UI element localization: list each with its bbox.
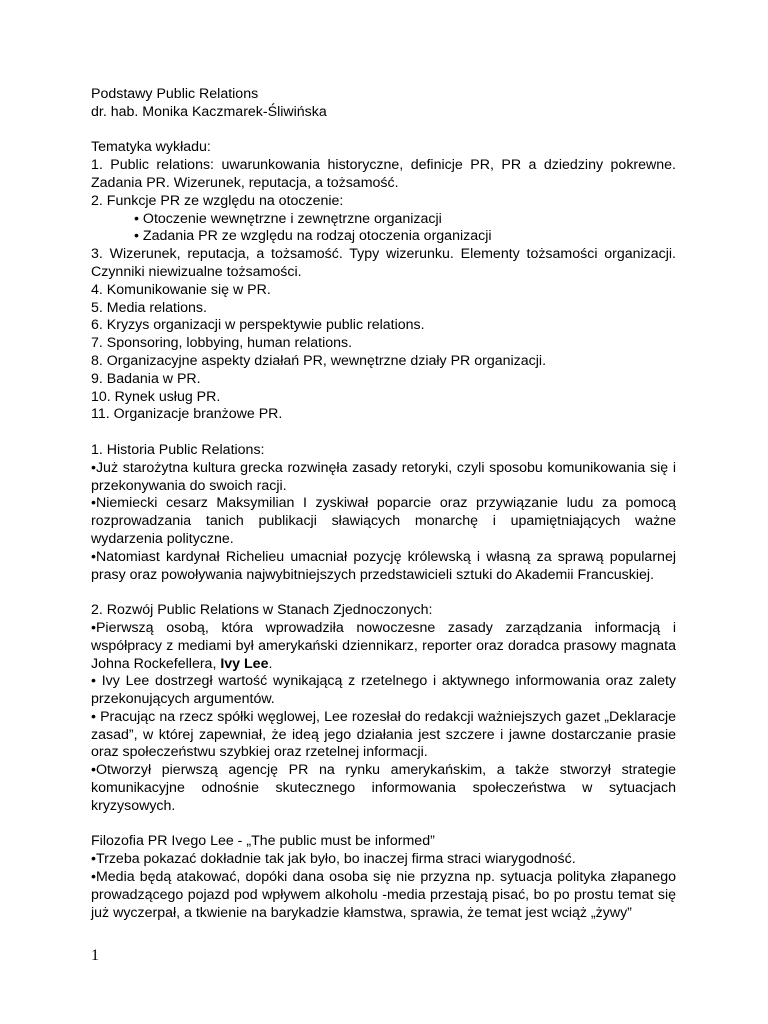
topics-heading: Tematyka wykładu: — [91, 139, 211, 156]
paragraph-end: . — [268, 655, 273, 672]
document-body — [91, 86, 676, 922]
topic-item-3: 3. Wizerunek, reputacja, a tożsamość. Typy wizerunku. Elementy tożsamości organizacji. Czynniki niewizualne tożsamości. — [91, 246, 676, 280]
topic-item-10: 10. Rynek usług PR. — [91, 388, 221, 405]
paragraph: • Ivy Lee dostrzegł wartość wynikającą z rzetelnego i aktywnego informowania oraz zalety przekonujących argumentów. — [91, 673, 676, 708]
paragraph: •Niemiecki cesarz Maksymilian I zyskiwał poparcie oraz przywiązanie ludu za pomocą rozprowadzania tanich publikacji sławiących monarchę i upamiętniających ważne wydarzenia polityczne. — [91, 495, 676, 547]
topic-item-11: 11. Organizacje branżowe PR. — [91, 406, 283, 423]
paragraph: •Trzeba pokazać dokładnie tak jak było, bo inaczej firma straci wiarygodność. — [91, 851, 576, 868]
spacer — [91, 816, 676, 834]
paragraph-text: •Pierwszą osobą, która wprowadziła nowoczesne zasady zarządzania informacją i współpracy z mediami był amerykański dziennikarz, reporter oraz doradca prasowy magnata Johna Rockefellera, — [91, 619, 676, 672]
topic-item-1: 1. Public relations: uwarunkowania historyczne, definicje PR, PR a dziedziny pokrewne. Zadania PR. Wizerunek, reputacja, a tożsamość. — [91, 157, 676, 191]
spacer — [91, 424, 676, 442]
paragraph: •Natomiast kardynał Richelieu umacniał pozycję królewską i własną za sprawą popularnej prasy oraz powoływania najwybitniejszych przedstawicieli sztuki do Akademii Francuskiej. — [91, 548, 676, 583]
document-title: Podstawy Public Relations — [91, 86, 259, 102]
paragraph: • Pracując na rzecz spółki węglowej, Lee rozesłał do redakcji ważniejszych gazet „Deklaracje zasad”, w której zapewniał, że ideą jego działania jest szczere i jawne dostarczanie prasie oraz społeczeństwu szybkiej oraz rzetelnej informacji. — [91, 708, 676, 761]
paragraph: •Media będą atakować, dopóki dana osoba się nie przyzna np. sytuacja polityka złapanego prowadzącego pojazd pod wpływem alkoholu -media przestają pisać, bo po prostu temat się już wyczerpał, a tkwienie na barykadzie kłamstwa, sprawia, że temat jest wciąż „żywy” — [91, 869, 676, 921]
topic-item-7: 7. Sponsoring, lobbying, human relations. — [91, 335, 353, 352]
topic-item-5: 5. Media relations. — [91, 299, 207, 316]
topic-item-6: 6. Kryzys organizacji w perspektywie public relations. — [91, 317, 425, 334]
topic-item-8: 8. Organizacyjne aspekty działań PR, wewnętrzne działy PR organizacji. — [91, 352, 547, 369]
paragraph: •Otworzył pierwszą agencję PR na rynku amerykańskim, a także stworzył strategie komunikacyjne odnośnie skutecznego informowania społeczeństwa w sytuacjach kryzysowych. — [91, 762, 676, 814]
topic-subitem-2: • Zadania PR ze względu na rodzaj otoczenia organizacji — [134, 228, 492, 245]
paragraph — [91, 620, 676, 673]
section-heading: 2. Rozwój Public Relations w Stanach Zjednoczonych: — [91, 602, 433, 619]
spacer — [91, 122, 676, 140]
section-heading: 1. Historia Public Relations: — [91, 441, 265, 458]
document-author: dr. hab. Monika Kaczmarek-Śliwińska — [91, 103, 327, 120]
topic-item-9: 9. Badania w PR. — [91, 370, 201, 387]
topic-item-4: 4. Komunikowanie się w PR. — [91, 281, 271, 298]
spacer — [91, 584, 676, 602]
page-number: 1 — [91, 947, 99, 964]
paragraph: •Już starożytna kultura grecka rozwinęła zasady retoryki, czyli sposobu komunikowania się i przekonywania do swoich racji. — [91, 459, 676, 494]
topic-subitem-1: • Otoczenie wewnętrzne i zewnętrzne organizacji — [134, 210, 442, 227]
person-name-bold: Ivy Lee — [220, 655, 269, 672]
topic-item-2: 2. Funkcje PR ze względu na otoczenie: — [91, 192, 344, 209]
section-heading: Filozofia PR Ivego Lee - „The public must be informed” — [91, 833, 435, 850]
